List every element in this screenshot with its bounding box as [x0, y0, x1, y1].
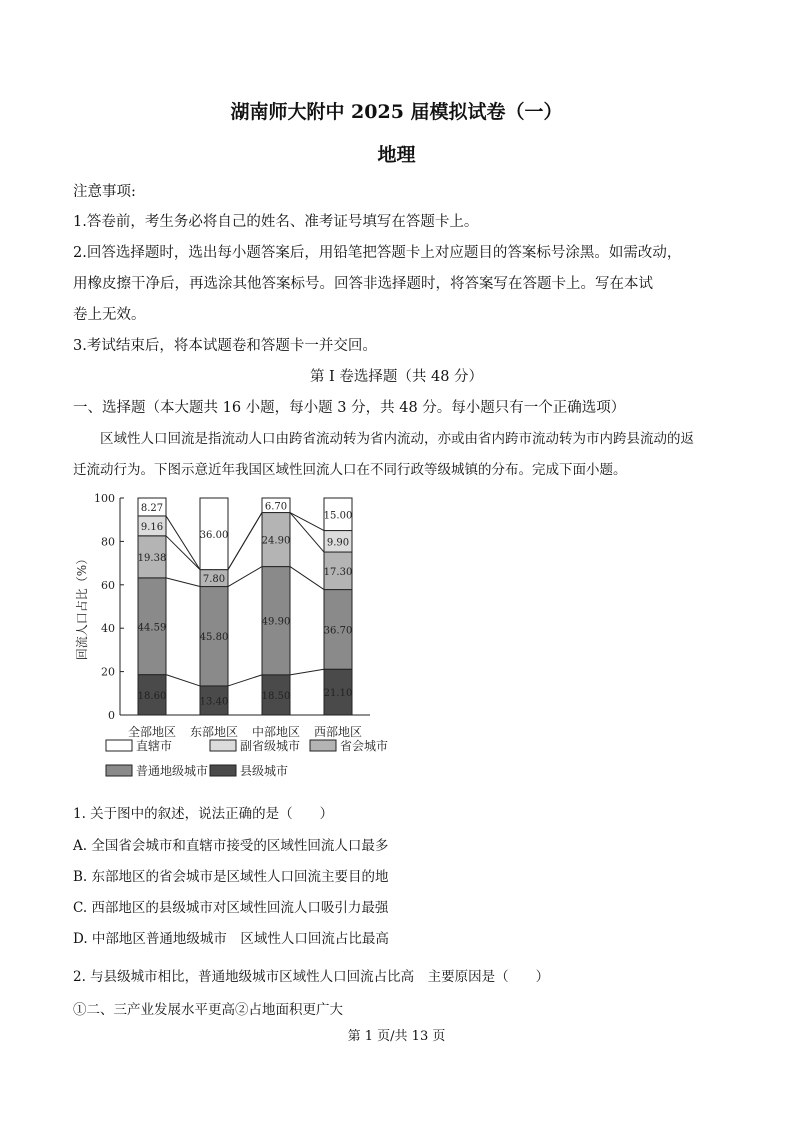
legend-swatch	[106, 740, 132, 751]
notice-heading: 注意事项:	[73, 184, 136, 200]
notice-item-1: 1.答卷前，考生务必将自己的姓名、准考证号填写在答题卡上。	[73, 214, 479, 230]
subject-title: 地理	[377, 144, 416, 166]
connector-line	[166, 516, 200, 570]
category-label: 东部地区	[189, 725, 239, 739]
y-tick-label: 100	[94, 492, 115, 505]
connector-line	[228, 567, 262, 587]
data-label: 6.70	[264, 501, 288, 513]
connector-line	[228, 675, 262, 686]
data-label: 17.30	[323, 566, 353, 578]
data-label: 9.16	[140, 521, 164, 533]
y-tick-label: 60	[101, 578, 115, 592]
data-label: 44.59	[137, 622, 167, 634]
connector-line	[166, 675, 200, 686]
notice-item-3: 3.考试结束后，将本试题卷和答题卡一并交回。	[73, 338, 377, 354]
legend-swatch	[210, 740, 236, 751]
passage-line-1: 区域性人口回流是指流动人口由跨省流动转为省内流动，亦或由省内跨市流动转为市内跨县流动的返	[100, 431, 694, 447]
question-1-stem: 1. 关于图中的叙述，说法正确的是（ ）	[73, 806, 334, 822]
data-label: 8.27	[140, 502, 164, 514]
legend-label: 普通地级城市	[136, 764, 209, 778]
connector-line	[166, 578, 200, 587]
page-title: 湖南师大附中 2025 届模拟试卷（一）	[230, 101, 563, 123]
question-1-option-d: D. 中部地区普通地级城市 区域性人口回流占比最高	[73, 931, 389, 947]
y-axis-label: 回流人口占比（%）	[75, 552, 89, 661]
data-label: 18.60	[137, 690, 167, 702]
data-label: 9.90	[326, 537, 350, 549]
question-1-option-a: A. 全国省会城市和直辖市接受的区域性回流人口最多	[73, 838, 389, 854]
legend-swatch	[310, 740, 336, 751]
category-label: 中部地区	[251, 725, 301, 739]
section-instruction: 一、选择题（本大题共 16 小题，每小题 3 分，共 48 分。每小题只有一个正确选项）	[73, 400, 626, 416]
legend-label: 省会城市	[340, 739, 389, 753]
data-label: 13.40	[199, 696, 229, 708]
legend-swatch	[210, 765, 236, 776]
y-tick-label: 40	[101, 622, 115, 636]
passage-line-2: 迁流动行为。下图示意近年我国区域性回流人口在不同行政等级城镇的分布。完成下面小题。	[73, 462, 627, 478]
data-label: 18.50	[261, 690, 291, 702]
data-label: 15.00	[323, 510, 353, 522]
y-tick-label: 0	[108, 709, 115, 722]
data-label: 21.10	[323, 688, 353, 700]
y-tick-label: 80	[101, 535, 115, 549]
connector-line	[290, 513, 324, 552]
data-label: 24.90	[261, 535, 291, 547]
question-1-option-b: B. 东部地区的省会城市是区域性人口回流主要目的地	[73, 869, 389, 885]
notice-item-2-line-1: 2.回答选择题时，选出每小题答案后，用铅笔把答题卡上对应题目的答案标号涂黑。如需改动，	[73, 245, 682, 261]
notice-item-2-line-2: 用橡皮擦干净后，再选涂其他答案标号。回答非选择题时，将答案写在答题卡上。写在本试	[73, 276, 653, 292]
section-title: 第 I 卷选择题（共 48 分）	[309, 369, 484, 385]
data-label: 36.70	[323, 625, 353, 637]
y-tick-label: 20	[101, 665, 115, 679]
connector-line	[290, 567, 324, 590]
legend-swatch	[106, 765, 132, 776]
legend-label: 直辖市	[136, 739, 173, 753]
connector-line	[290, 513, 324, 531]
connector-line	[290, 669, 324, 675]
data-label: 49.90	[261, 616, 291, 628]
data-label: 36.00	[199, 529, 229, 541]
connector-line	[228, 513, 262, 570]
notice-item-2-line-3: 卷上无效。	[73, 307, 146, 323]
data-label: 7.80	[202, 574, 226, 586]
connector-line	[166, 536, 200, 570]
legend-label: 副省级城市	[240, 739, 301, 753]
legend-label: 县级城市	[240, 764, 289, 778]
data-label: 45.80	[199, 632, 229, 644]
category-label: 全部地区	[127, 725, 177, 739]
question-2-stem: 2. 与县级城市相比，普通地级城市区域性人口回流占比高 主要原因是（ ）	[73, 969, 550, 985]
question-2-choices: ①二、三产业发展水平更高②占地面积更广大	[73, 1002, 343, 1018]
page-footer: 第 1 页/共 13 页	[347, 1029, 446, 1044]
category-label: 西部地区	[313, 725, 363, 739]
question-1-option-c: C. 西部地区的县级城市对区域性回流人口吸引力最强	[73, 900, 389, 916]
stacked-bar-chart	[70, 488, 400, 788]
data-label: 19.38	[137, 552, 167, 564]
